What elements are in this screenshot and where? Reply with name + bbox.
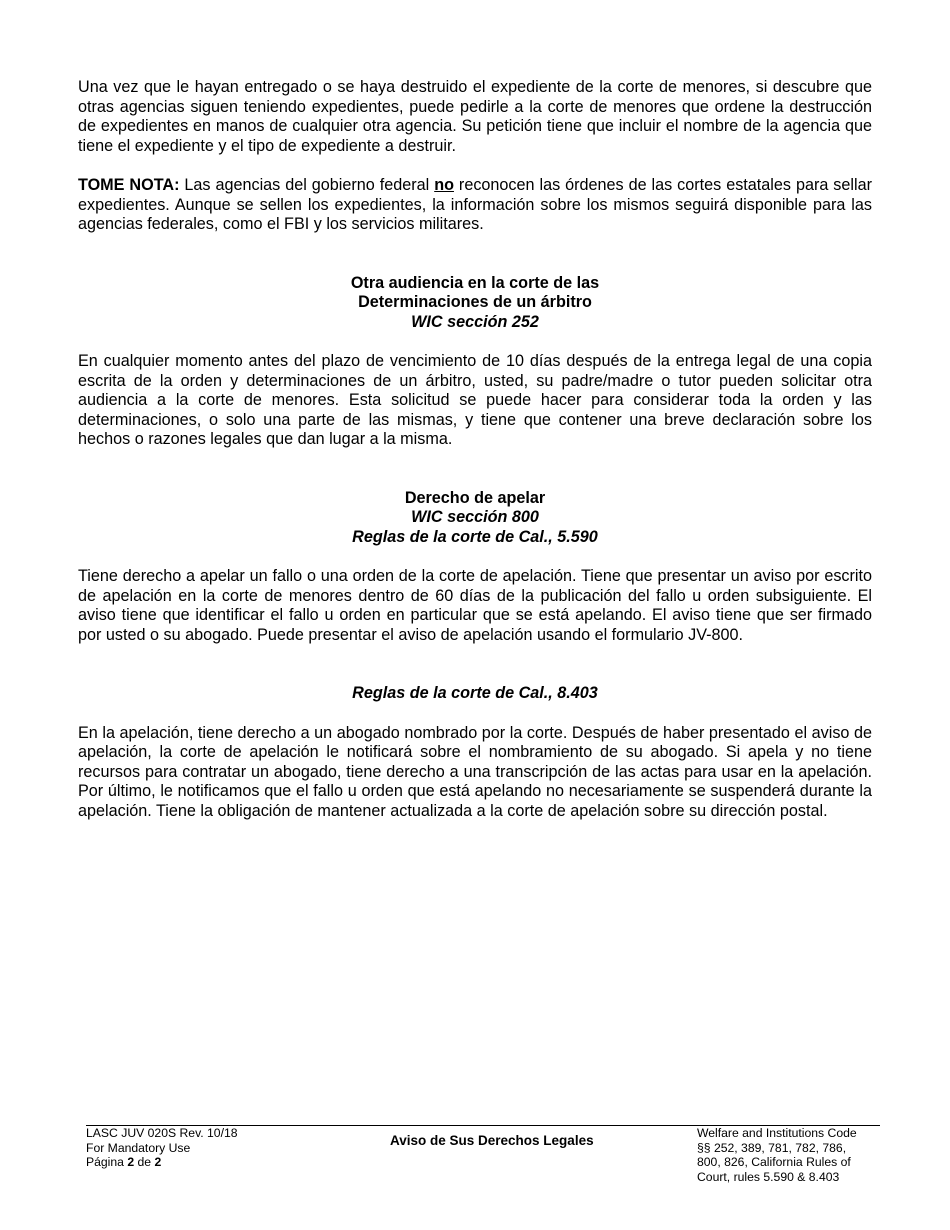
paragraph-appointed-counsel: En la apelación, tiene derecho a un abogado nombrado por la corte. Después de haber presentado el aviso de apelación, la corte de apelación le notificará sobre el nombramiento de su abogado. Si apela y no tiene recursos para contratar un abogado, tiene derecho a una transcripción de las actas para usar en la apelación. Por último, le notificamos que el fallo u orden que está apelando no necesariamente se suspenderá durante la apelación. Tiene la obligación de mantener actualizada a la corte de apelación sobre su dirección postal. — [78, 723, 872, 820]
page-label: Página — [86, 1155, 128, 1169]
heading-appointed-counsel — [78, 684, 872, 704]
heading-rehearing-line2: Determinaciones de un árbitro — [358, 293, 592, 311]
heading-counsel-citation: Reglas de la corte de Cal., 8.403 — [352, 684, 598, 702]
heading-appeal-citation-rules: Reglas de la corte de Cal., 5.590 — [352, 527, 598, 546]
paragraph-rehearing: En cualquier momento antes del plazo de vencimiento de 10 días después de la entrega legal de una copia escrita de la orden y determinaciones de un árbitro, usted, su padre/madre o tutor pueden solicitar otra audiencia a la corte de menores. Esta solicitud se puede hacer para considerar toda la orden y las determinaciones, o solo una parte de las mismas, y tiene que contener una breve declaración sobre los hechos o razones legales que dan lugar a la misma. — [78, 352, 872, 448]
note-label: TOME NOTA: — [78, 176, 180, 194]
paragraph-appeal: Tiene derecho a apelar un fallo o una orden de la corte de apelación. Tiene que presentar un aviso por escrito de apelación en la corte de menores dentro de 60 días de la publicación del fallo u orden subsiguiente. El aviso tiene que identificar el fallo u orden en particular que se está apelando. El aviso tiene que ser firmado por usted o su abogado. Puede presentar el aviso de apelación usando el formulario JV-800. — [78, 567, 872, 644]
document-body — [78, 78, 872, 821]
page-of: de — [134, 1155, 155, 1169]
footer-form-id: LASC JUV 020S Rev. 10/18 — [86, 1126, 238, 1140]
page-footer — [86, 1125, 880, 1184]
footer-page-number — [86, 1155, 238, 1170]
note-text-part2: reconocen las órdenes de las cortes estatales para sellar expedientes. Aunque se sellen los expedientes, la información sobre los mismos seguirá disponible para las agencias federales, como el FBI y los servicios militares. — [78, 176, 872, 233]
page-total: 2 — [154, 1155, 162, 1169]
footer-form-info — [86, 1126, 238, 1170]
heading-appeal-citation-wic: WIC sección 800 — [411, 508, 539, 526]
heading-appeal — [78, 489, 872, 548]
footer-mandatory: For Mandatory Use — [86, 1140, 191, 1155]
footer-code-line2: §§ 252, 389, 781, 782, 786, — [697, 1140, 847, 1155]
footer-legal-codes — [697, 1126, 872, 1184]
note-text-part1: Las agencias del gobierno federal — [179, 176, 435, 194]
heading-rehearing — [78, 274, 872, 333]
page-current: 2 — [127, 1155, 135, 1169]
note-emphasis: no — [434, 176, 454, 194]
heading-rehearing-line1: Otra audiencia en la corte de las — [350, 273, 600, 292]
footer-title: Aviso de Sus Derechos Legales — [390, 1133, 594, 1148]
paragraph-records-destruction: Una vez que le hayan entregado o se haya destruido el expediente de la corte de menores, si descubre que otras agencias siguen teniendo expedientes, puede pedirle a la corte de menores que ordene la destrucción de expedientes en manos de cualquier otra agencia. Su petición tiene que incluir el nombre de la agencia que tiene el expediente y el tipo de expediente a destruir. — [78, 78, 872, 155]
footer-code-line3: 800, 826, California Rules of — [697, 1155, 851, 1169]
heading-rehearing-citation: WIC sección 252 — [411, 312, 539, 331]
footer-code-line1: Welfare and Institutions Code — [697, 1126, 857, 1140]
paragraph-note — [78, 176, 872, 235]
footer-code-line4: Court, rules 5.590 & 8.403 — [697, 1169, 840, 1184]
heading-appeal-title: Derecho de apelar — [404, 488, 546, 507]
